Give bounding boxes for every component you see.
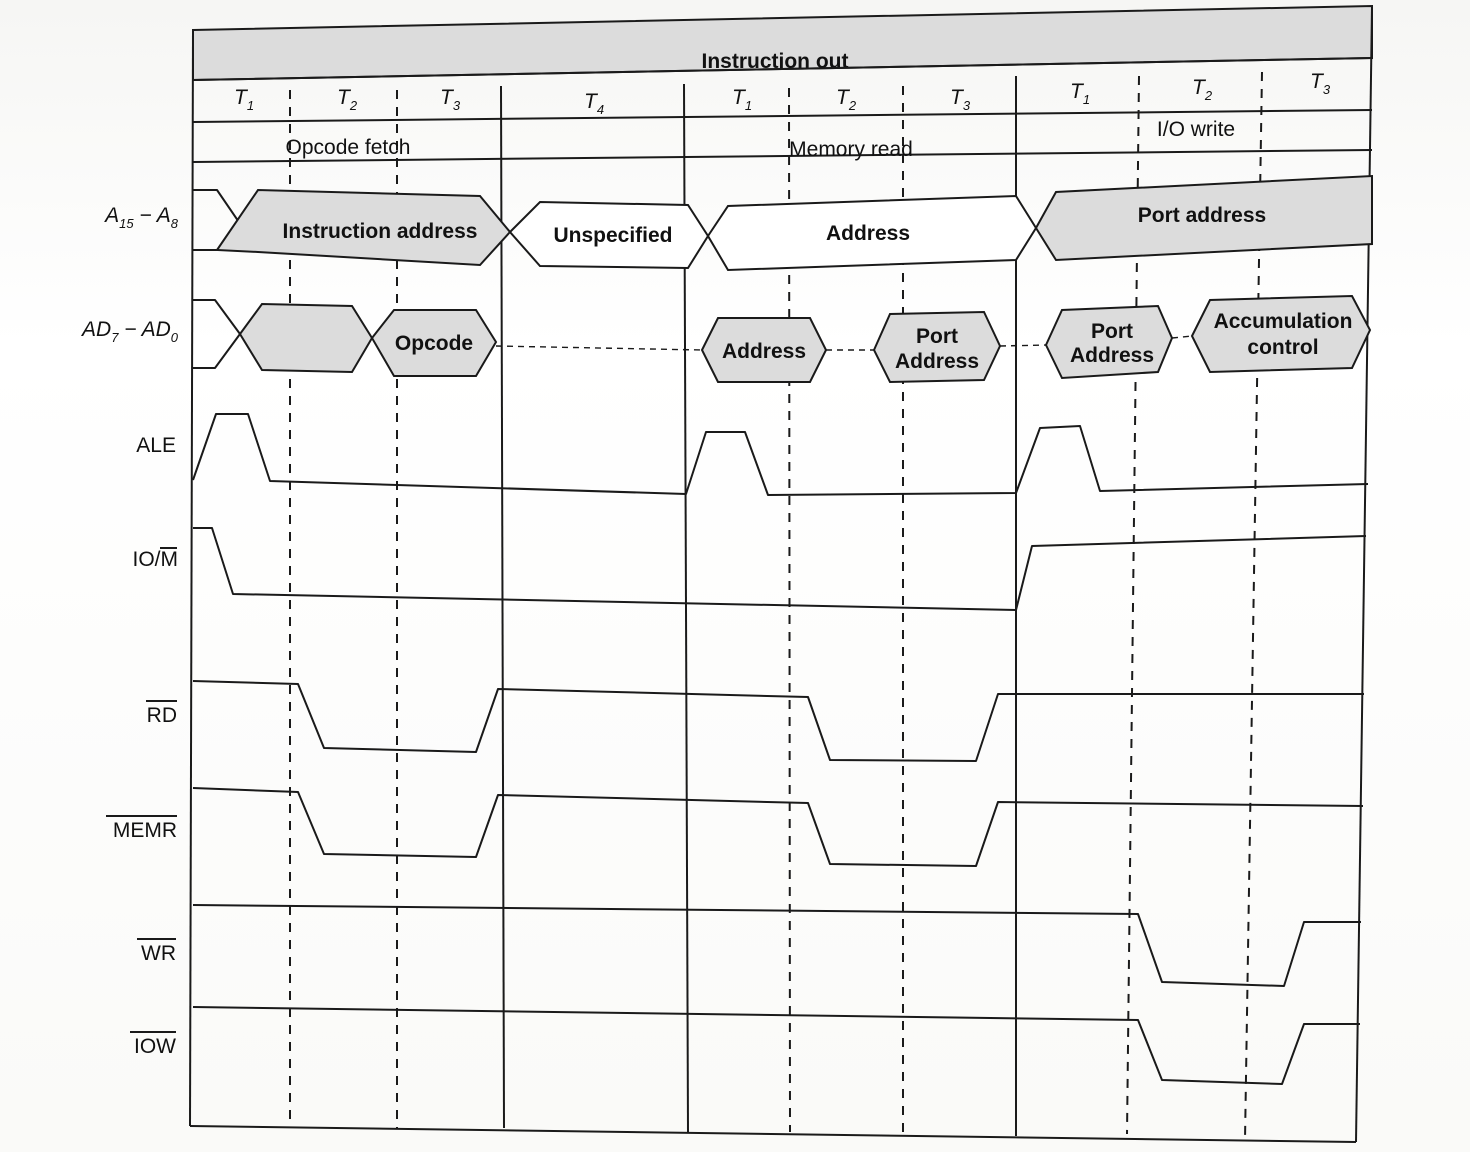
svg-text:T4: $T_4$	[584, 90, 605, 117]
bus-label-unspecified: Unspecified	[553, 224, 673, 247]
svg-text:A15 − A8: $A_{15} - A_8$	[105, 204, 178, 231]
bus-label-accumulation-line2: control	[1247, 336, 1319, 359]
iow-waveform	[193, 1007, 1360, 1084]
ad-float-line	[496, 346, 702, 350]
signal-label-memr	[106, 816, 177, 842]
ad-float-line	[1000, 345, 1046, 346]
bus-label-port-address-b-line1: Port	[1091, 320, 1133, 343]
svg-text:T3: $T_3$	[1310, 70, 1331, 97]
svg-text:RD: RD	[146, 704, 177, 727]
t-state-label-opfetch-1	[234, 86, 254, 113]
svg-text:WR: WR	[141, 942, 176, 965]
io-m-waveform	[193, 528, 1366, 610]
svg-text:MEMR: MEMR	[112, 819, 177, 842]
svg-text:IOW: IOW	[134, 1035, 176, 1058]
t-state-label-memread-2	[836, 86, 857, 113]
hex-ad-low-address	[240, 304, 372, 372]
signal-label-wr	[137, 939, 176, 965]
signal-label-ad7-ad0	[80, 318, 179, 345]
t-state-label-iowrite-2	[1192, 76, 1213, 103]
t-state-label-memread-3	[950, 86, 971, 113]
ale-waveform	[193, 414, 1368, 495]
diagram-title: Instruction out	[701, 50, 849, 73]
wr-waveform	[193, 905, 1361, 986]
t-state-label-opfetch-4	[584, 90, 604, 117]
bus-label-instruction-address: Instruction address	[282, 220, 478, 243]
ad-float-line	[1172, 336, 1192, 338]
svg-text:T2: $T_2$	[1192, 76, 1213, 103]
svg-text:T1: $T_1$	[732, 86, 753, 113]
cycle-name-memory-read: Memory read	[789, 138, 913, 161]
bus-label-port-address-b-line2: Address	[1069, 344, 1155, 367]
svg-text:IO/M: IO/M	[132, 548, 178, 571]
ad-bus-start-bracket	[193, 300, 240, 368]
bus-label-ad-address: Address	[721, 340, 807, 363]
svg-text:T2: $T_2$	[836, 86, 857, 113]
bus-label-opcode: Opcode	[394, 332, 474, 355]
hex-accumulation-control	[1192, 296, 1370, 372]
cycle-name-io-write: I/O write	[1156, 118, 1236, 141]
memr-waveform	[193, 788, 1363, 866]
signal-label-ale: ALE	[136, 434, 176, 457]
t-state-label-iowrite-3	[1310, 70, 1331, 97]
svg-text:T2: $T_2$	[337, 86, 358, 113]
svg-text:AD7 − AD0: $AD_7 - AD_0$	[82, 318, 178, 345]
t-state-label-opfetch-2	[337, 86, 358, 113]
rd-waveform	[193, 681, 1364, 761]
bus-label-address: Address	[825, 222, 911, 245]
bus-label-port-address-a-line2: Address	[894, 350, 980, 373]
t-state-label-opfetch-3	[440, 86, 461, 113]
bus-label-port-address-a-line1: Port	[916, 325, 958, 348]
bus-label-accumulation-line1: Accumulation	[1213, 310, 1353, 333]
signal-label-a15-a8	[103, 204, 179, 231]
svg-text:T1: $T_1$	[1070, 80, 1091, 107]
t-state-label-iowrite-1	[1070, 80, 1090, 107]
signal-label-iow	[130, 1032, 176, 1058]
frame-bottom-line	[190, 1126, 1356, 1142]
signal-label-rd	[146, 701, 177, 727]
svg-text:T3: $T_3$	[950, 86, 971, 113]
frame-left-line	[190, 30, 193, 1126]
signal-label-io-m	[132, 548, 178, 571]
t-state-label-memread-1	[732, 86, 752, 113]
svg-text:T1: $T_1$	[234, 86, 255, 113]
cycle-name-opcode-fetch: Opcode fetch	[285, 136, 411, 159]
svg-text:T3: $T_3$	[440, 86, 461, 113]
bus-label-port-address: Port address	[1137, 204, 1267, 227]
